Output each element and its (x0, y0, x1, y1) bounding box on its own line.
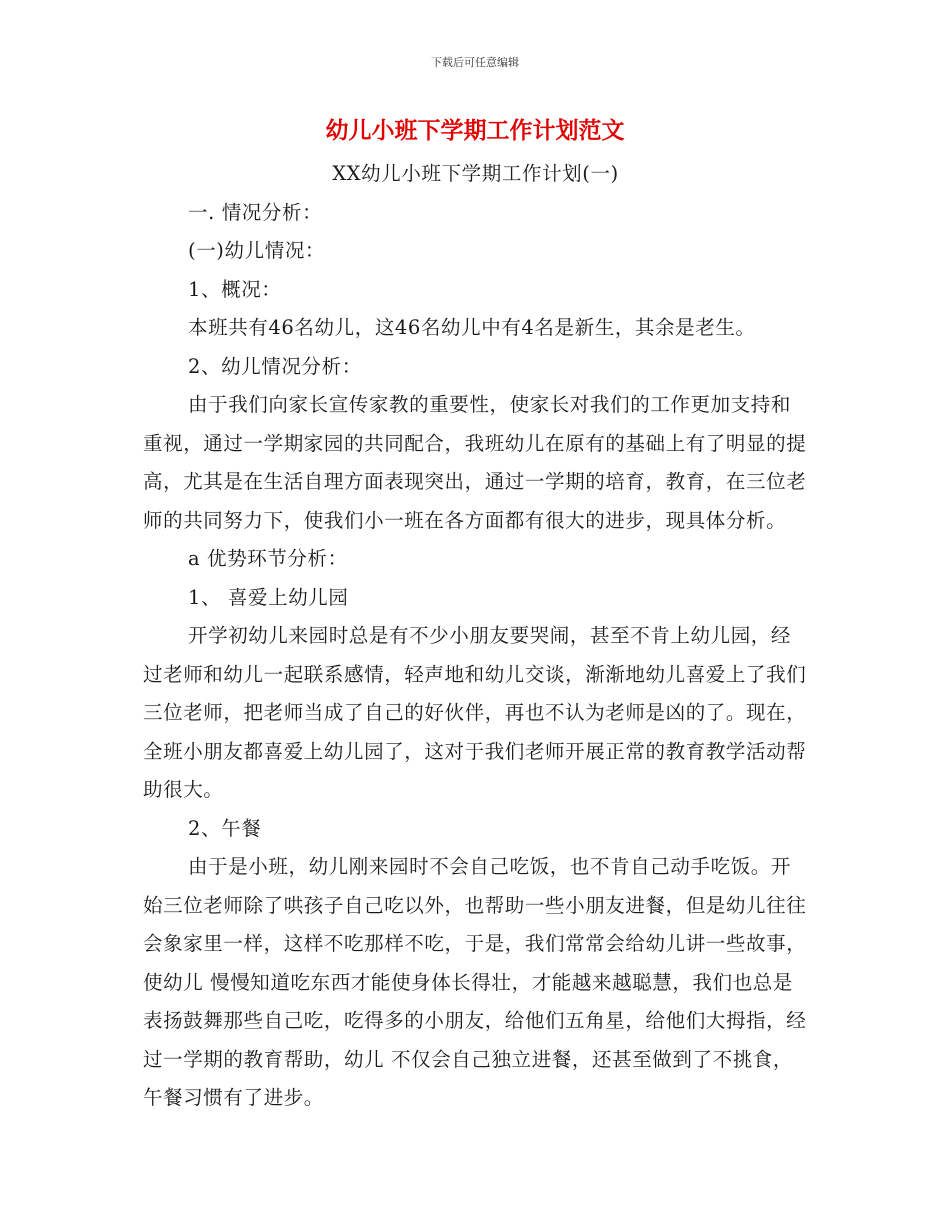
item-heading: 1、 喜爱上幼儿园 (188, 585, 349, 609)
header-note: 下载后可任意编辑 (431, 56, 519, 69)
item-heading: 2、幼儿情况分析： (188, 354, 362, 378)
paragraph: 开学初幼儿来园时总是有不少小朋友要哭闹，甚至不肯上幼儿园，经过老师和幼儿一起联系感情，轻声地和幼儿交谈，渐渐地幼儿喜爱上了我们三位老师，把老师当成了自己的好伙伴，再也不认为老师是凶的了。现在，全班小朋友都喜爱上幼儿园了，这对于我们老师开展正常的教育教学活动帮助很大。 (143, 624, 807, 801)
document-body (143, 155, 808, 1118)
section-heading: 一. 情况分析： (188, 200, 323, 224)
item-heading: 1、概况： (188, 277, 282, 301)
item-heading: 2、午餐 (188, 816, 262, 840)
paragraph: 由于我们向家长宣传家教的重要性，使家长对我们的工作更加支持和重视，通过一学期家园的共同配合，我班幼儿在原有的基础上有了明显的提高，尤其是在生活自理方面表现突出，通过一学期的培育，教育，在三位老师的共同努力下，使我们小一班在各方面都有很大的进步，现具体分析。 (143, 393, 807, 532)
subsection-heading: (一)幼儿情况： (188, 239, 326, 262)
paragraph: 由于是小班，幼儿刚来园时不会自己吃饭，也不肯自己动手吃饭。开始三位老师除了哄孩子自己吃以外，也帮助一些小朋友进餐，但是幼儿往往会象家里一样，这样不吃那样不吃，于是，我们常常会给幼儿讲一些故事，使幼儿 慢慢知道吃东西才能使身体长得壮，才能越来越聪慧，我们也总是表扬鼓舞那些自己吃，吃得多的小朋友，给他们五角星，给他们大拇指，经过一学期的教育帮助，幼儿 不仅会自己独立进餐，还甚至做到了不挑食，午餐习惯有了进步。 (143, 855, 807, 1109)
document-title: 幼儿小班下学期工作计划范文 (325, 118, 625, 144)
paragraph: 本班共有46名幼儿，这46名幼儿中有4名是新生，其余是老生。 (188, 316, 756, 339)
item-heading: a 优势环节分析： (188, 547, 348, 570)
document-subtitle: XX幼儿小班下学期工作计划(一) (332, 162, 619, 185)
